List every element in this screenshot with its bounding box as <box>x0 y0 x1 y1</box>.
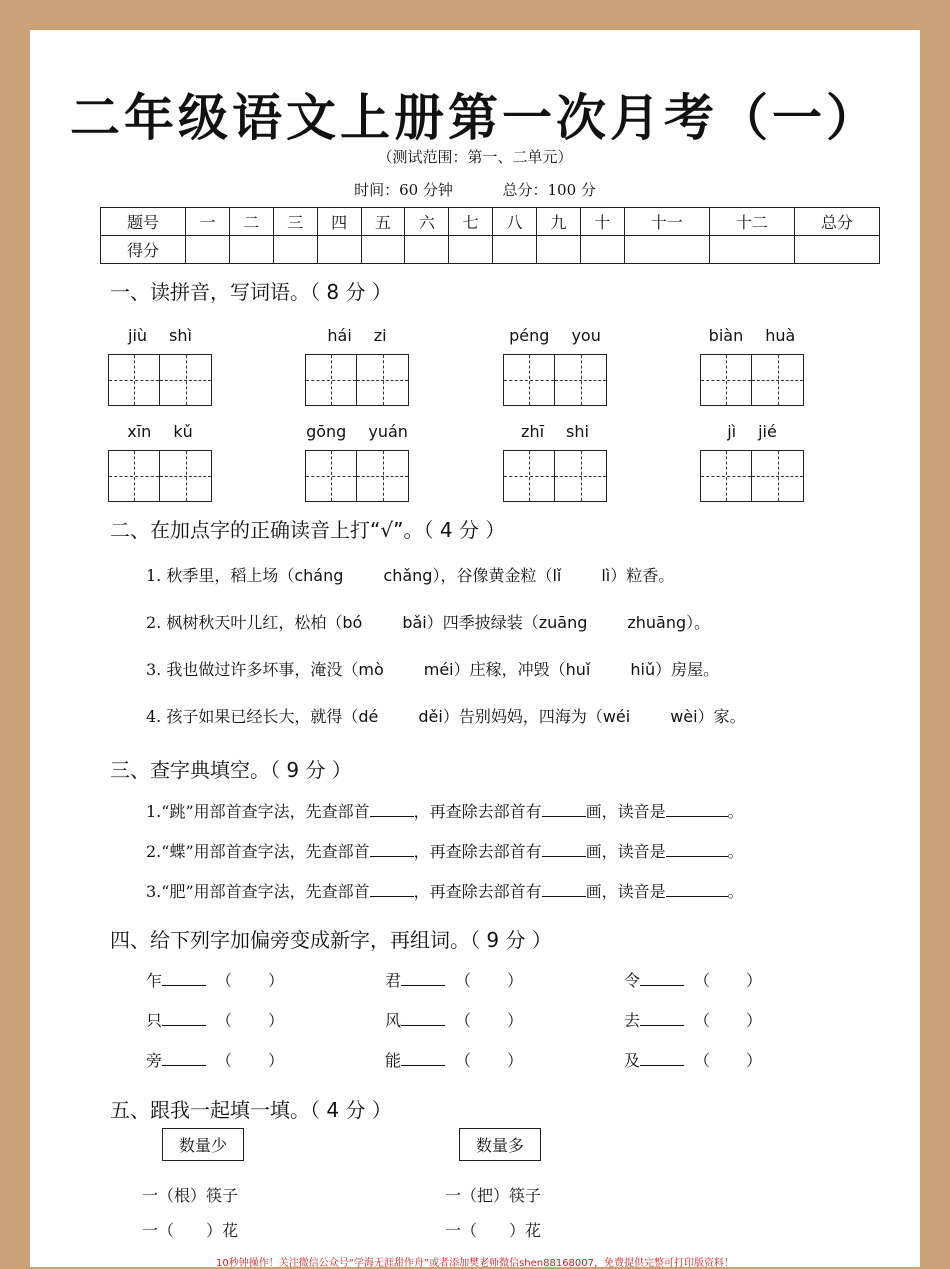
writing-box[interactable] <box>752 354 804 406</box>
pinyin-option[interactable]: lǐ <box>552 566 562 585</box>
exam-paper <box>30 30 920 1267</box>
writing-box[interactable] <box>503 450 555 502</box>
new-char-blank[interactable] <box>162 1011 206 1026</box>
paren-close: ） <box>507 971 524 990</box>
pinyin-option[interactable]: zuāng <box>538 613 588 632</box>
pinyin-item <box>622 326 882 406</box>
measure-word-line: 一（ ）花 <box>142 1221 239 1240</box>
paren-open: （ <box>455 1011 472 1030</box>
question-text: 2. 枫树秋天叶儿红，松柏（ <box>146 613 343 632</box>
writing-box[interactable] <box>357 354 409 406</box>
score-header-cell: 十二 <box>709 208 794 236</box>
writing-box[interactable] <box>160 354 212 406</box>
section-1-heading: 一、读拼音，写词语。（ 8 分 ） <box>110 280 392 304</box>
question-text: 2.“蝶”用部首查字法，先查部首 <box>146 842 370 861</box>
question-text: 画，读音是 <box>585 842 666 861</box>
paren-open: （ <box>216 1011 233 1030</box>
pinyin-option[interactable]: mò <box>358 660 384 679</box>
score-header-cell: 三 <box>273 208 317 236</box>
score-row <box>101 236 880 264</box>
exam-time: 时间：60 分钟 <box>354 181 453 199</box>
score-header-cell: 一 <box>186 208 230 236</box>
paren-open: （ <box>455 1051 472 1070</box>
paren-close: ） <box>507 1011 524 1030</box>
question-text: 。 <box>727 882 744 901</box>
question-text: 4. 孩子如果已经长大，就得（ <box>146 707 359 726</box>
new-char-blank[interactable] <box>162 971 206 986</box>
pinyin-syllable: péng <box>509 326 550 345</box>
question-text: ）。 <box>686 613 711 632</box>
score-cell[interactable] <box>361 236 405 264</box>
dictionary-question <box>146 799 744 822</box>
score-table <box>100 207 880 264</box>
new-char-blank[interactable] <box>401 1011 445 1026</box>
radical-item <box>624 1008 762 1031</box>
answer-blank[interactable] <box>666 802 728 817</box>
pinyin-option[interactable]: wèi <box>670 707 698 726</box>
writing-box[interactable] <box>700 450 752 502</box>
paren-close: ） <box>268 1011 285 1030</box>
writing-box[interactable] <box>108 354 160 406</box>
question-text: 1.“跳”用部首查字法，先查部首 <box>146 802 370 821</box>
score-cell[interactable] <box>229 236 273 264</box>
paren-open: （ <box>216 1051 233 1070</box>
pinyin-syllable: you <box>571 326 601 345</box>
base-character: 旁 <box>146 1051 163 1070</box>
measure-word-line: 一（ ）花 <box>445 1221 542 1240</box>
writing-boxes <box>622 450 882 502</box>
pinyin-syllable: hái <box>327 326 352 345</box>
answer-blank[interactable] <box>542 882 586 897</box>
paren-close: ） <box>268 1051 285 1070</box>
question-text: ，再查除去部首有 <box>413 842 542 861</box>
base-character: 去 <box>624 1011 641 1030</box>
base-character: 只 <box>146 1011 163 1030</box>
score-header-row <box>101 208 880 236</box>
question-text: ）告别妈妈，四海为（ <box>442 707 603 726</box>
new-char-blank[interactable] <box>162 1051 206 1066</box>
writing-box[interactable] <box>503 354 555 406</box>
pinyin-syllable: shi <box>566 422 589 441</box>
question-text: 。 <box>727 802 744 821</box>
answer-blank[interactable] <box>542 802 586 817</box>
question-text: ）粒香。 <box>610 566 675 585</box>
paren-open: （ <box>694 971 711 990</box>
question-text: ，再查除去部首有 <box>413 802 542 821</box>
reading-question <box>146 704 746 727</box>
pinyin-label <box>622 422 882 444</box>
score-header-cell: 四 <box>317 208 361 236</box>
new-char-blank[interactable] <box>640 1051 684 1066</box>
pinyin-syllable: gōng <box>306 422 347 441</box>
radical-item <box>146 1048 284 1071</box>
pinyin-syllable: yuán <box>368 422 408 441</box>
dictionary-question <box>146 839 744 862</box>
radical-item <box>385 1008 523 1031</box>
reading-question <box>146 563 674 586</box>
radical-item <box>385 968 523 991</box>
pinyin-syllable: huà <box>765 326 796 345</box>
pinyin-syllable: jì <box>727 422 737 441</box>
score-cell[interactable] <box>317 236 361 264</box>
measure-word-line: 一（把）筷子 <box>445 1186 542 1205</box>
score-cell[interactable] <box>794 236 879 264</box>
pinyin-option[interactable]: wéi <box>602 707 631 726</box>
paren-open: （ <box>694 1051 711 1070</box>
pinyin-syllable: zi <box>373 326 387 345</box>
reading-question <box>146 610 710 633</box>
exam-total: 总分：100 分 <box>502 181 596 199</box>
many-quantity-box: 数量多 <box>459 1128 541 1161</box>
new-char-blank[interactable] <box>401 971 445 986</box>
new-char-blank[interactable] <box>640 1011 684 1026</box>
writing-box[interactable] <box>305 450 357 502</box>
paren-open: （ <box>455 971 472 990</box>
pinyin-syllable: zhī <box>521 422 545 441</box>
measure-word-line: 一（根）筷子 <box>142 1186 239 1205</box>
base-character: 风 <box>385 1011 402 1030</box>
pinyin-option[interactable]: dé <box>358 707 379 726</box>
question-text: ）四季披绿装（ <box>426 613 539 632</box>
question-text: ）房屋。 <box>655 660 720 679</box>
score-cell[interactable] <box>186 236 230 264</box>
answer-blank[interactable] <box>542 842 586 857</box>
pinyin-option[interactable]: huǐ <box>565 660 591 679</box>
score-header-cell: 五 <box>361 208 405 236</box>
pinyin-option[interactable]: cháng <box>294 566 344 585</box>
new-char-blank[interactable] <box>401 1051 445 1066</box>
pinyin-syllable: jiù <box>128 326 148 345</box>
answer-blank[interactable] <box>666 842 728 857</box>
test-scope: （测试范围：第一、二单元） <box>377 148 573 166</box>
paren-close: ） <box>507 1051 524 1070</box>
section-4-heading: 四、给下列字加偏旁变成新字，再组词。（ 9 分 ） <box>110 928 552 952</box>
score-header-cell: 九 <box>536 208 580 236</box>
answer-blank[interactable] <box>370 802 414 817</box>
pinyin-syllable: kǔ <box>173 422 193 441</box>
radical-item <box>385 1048 523 1071</box>
question-text: ）家。 <box>697 707 746 726</box>
score-cell[interactable] <box>405 236 449 264</box>
writing-box[interactable] <box>555 354 607 406</box>
score-cell[interactable] <box>493 236 537 264</box>
paren-open: （ <box>216 971 233 990</box>
base-character: 及 <box>624 1051 641 1070</box>
base-character: 令 <box>624 971 641 990</box>
paren-close: ） <box>268 971 285 990</box>
pinyin-option[interactable]: bǎi <box>402 613 427 632</box>
writing-box[interactable] <box>700 354 752 406</box>
base-character: 能 <box>385 1051 402 1070</box>
pinyin-option[interactable]: méi <box>423 660 454 679</box>
score-cell[interactable] <box>273 236 317 264</box>
answer-blank[interactable] <box>666 882 728 897</box>
radical-item <box>146 1008 284 1031</box>
question-text: ）庄稼，冲毁（ <box>453 660 566 679</box>
question-text: 3. 我也做过许多坏事，淹没（ <box>146 660 359 679</box>
score-cell[interactable] <box>536 236 580 264</box>
new-char-blank[interactable] <box>640 971 684 986</box>
pinyin-option[interactable]: zhuāng <box>627 613 687 632</box>
score-header-cell: 八 <box>493 208 537 236</box>
score-cell[interactable] <box>624 236 709 264</box>
writing-box[interactable] <box>160 450 212 502</box>
score-header-cell: 十一 <box>624 208 709 236</box>
score-row-label: 得分 <box>101 236 186 264</box>
radical-item <box>146 968 284 991</box>
answer-blank[interactable] <box>370 842 414 857</box>
pinyin-item <box>622 422 882 502</box>
pinyin-option[interactable]: děi <box>418 707 443 726</box>
score-header-cell: 七 <box>449 208 493 236</box>
paren-close: ） <box>746 971 763 990</box>
score-header-cell: 六 <box>405 208 449 236</box>
question-text: 画，读音是 <box>585 882 666 901</box>
dictionary-question <box>146 879 744 902</box>
question-text: 3.“肥”用部首查字法，先查部首 <box>146 882 370 901</box>
question-text: ），谷像黄金粒（ <box>432 566 553 585</box>
paren-close: ） <box>746 1051 763 1070</box>
question-text: 1. 秋季里，稻上场（ <box>146 566 295 585</box>
score-cell[interactable] <box>580 236 624 264</box>
answer-blank[interactable] <box>370 882 414 897</box>
question-text: 。 <box>727 842 744 861</box>
pinyin-option[interactable]: lì <box>601 566 611 585</box>
score-cell[interactable] <box>449 236 493 264</box>
exam-meta <box>30 179 920 200</box>
few-quantity-box: 数量少 <box>162 1128 244 1161</box>
radical-item <box>624 968 762 991</box>
paren-close: ） <box>746 1011 763 1030</box>
score-header-cell: 总分 <box>794 208 879 236</box>
pinyin-syllable: jié <box>758 422 777 441</box>
writing-box[interactable] <box>108 450 160 502</box>
pinyin-option[interactable]: bó <box>342 613 363 632</box>
writing-box[interactable] <box>357 450 409 502</box>
writing-box[interactable] <box>555 450 607 502</box>
score-header-cell: 题号 <box>101 208 186 236</box>
writing-box[interactable] <box>752 450 804 502</box>
section-2-heading: 二、在加点字的正确读音上打“√”。（ 4 分 ） <box>110 518 506 542</box>
paren-open: （ <box>694 1011 711 1030</box>
pinyin-option[interactable]: hiǔ <box>630 660 656 679</box>
base-character: 乍 <box>146 971 163 990</box>
question-text: ，再查除去部首有 <box>413 882 542 901</box>
base-character: 君 <box>385 971 402 990</box>
reading-question <box>146 657 719 680</box>
page-title: 二年级语文上册第一次月考（一） <box>70 89 880 147</box>
section-3-heading: 三、查字典填空。（ 9 分 ） <box>110 758 352 782</box>
pinyin-syllable: shì <box>169 326 192 345</box>
writing-boxes <box>622 354 882 406</box>
writing-box[interactable] <box>305 354 357 406</box>
radical-item <box>624 1048 762 1071</box>
score-header-cell: 十 <box>580 208 624 236</box>
pinyin-syllable: xīn <box>127 422 152 441</box>
pinyin-syllable: biàn <box>708 326 744 345</box>
footer-notice: 10秒钟操作！关注微信公众号“学海无涯甜作舟”或者添加樊老师微信shen88168007，免费提供完整可打印版资料！ <box>215 1258 735 1269</box>
score-header-cell: 二 <box>229 208 273 236</box>
question-text: 画，读音是 <box>585 802 666 821</box>
score-cell[interactable] <box>709 236 794 264</box>
section-5-heading: 五、跟我一起填一填。（ 4 分 ） <box>110 1098 392 1122</box>
pinyin-label <box>622 326 882 348</box>
pinyin-option[interactable]: chǎng <box>383 566 433 585</box>
